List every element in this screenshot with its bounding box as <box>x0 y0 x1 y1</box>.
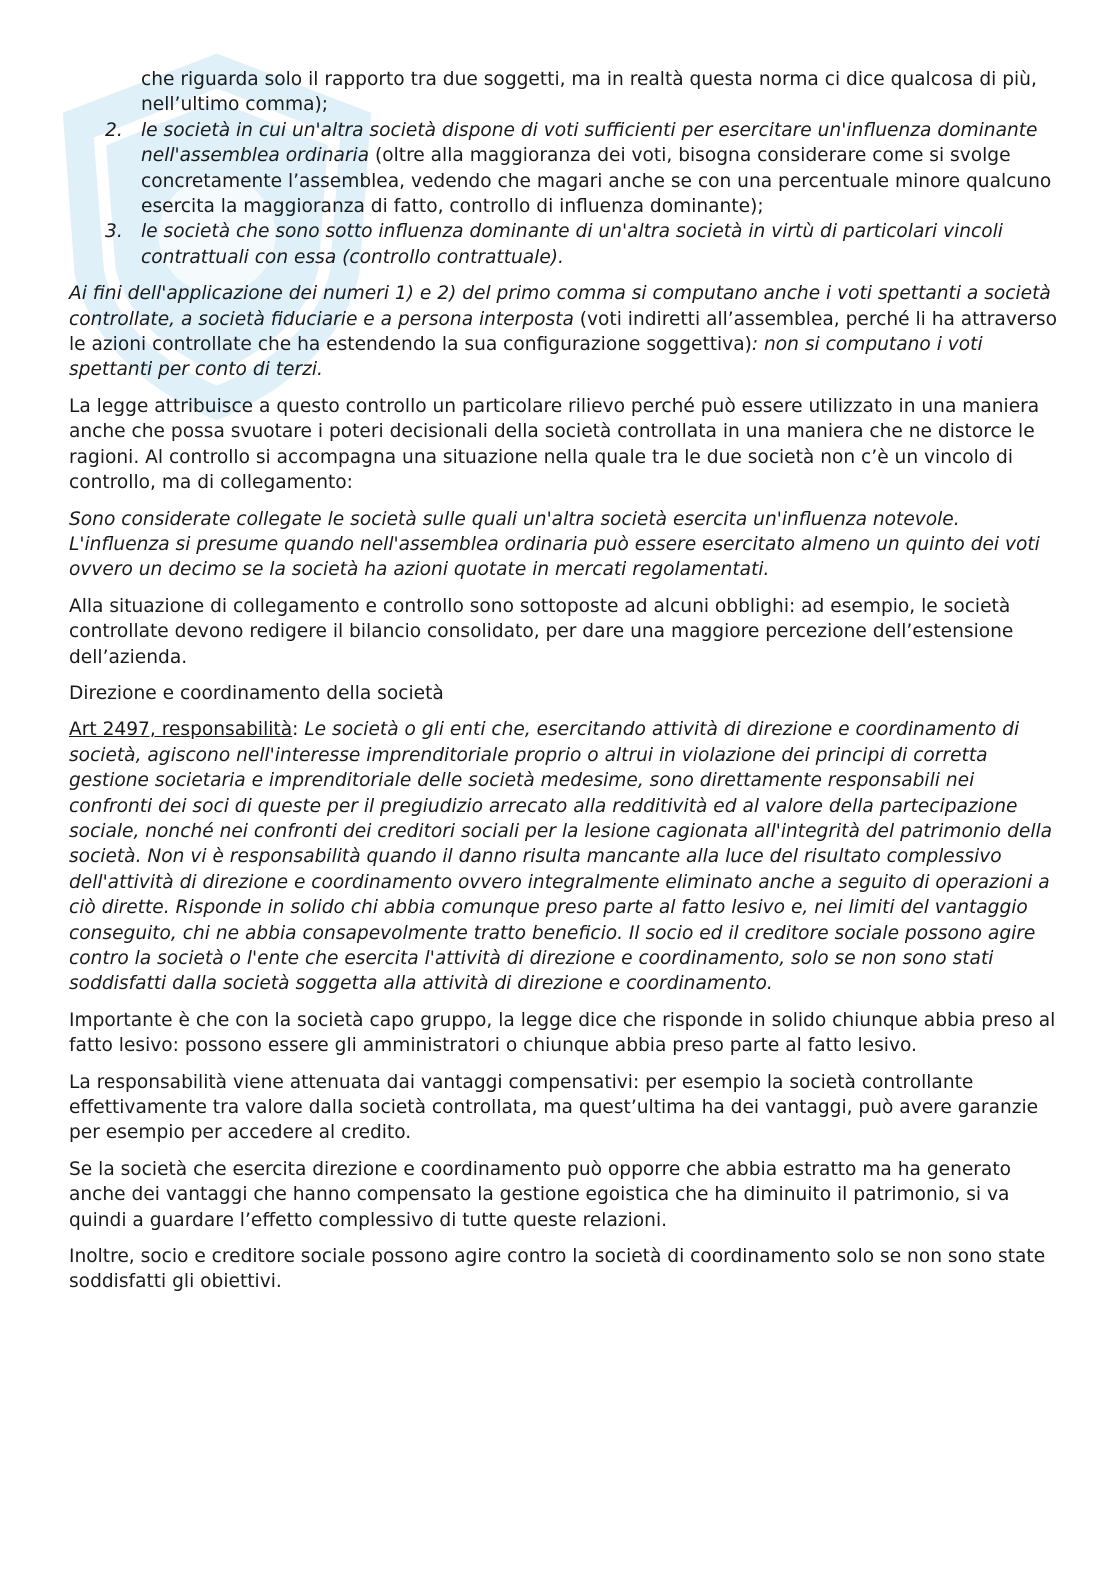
article-colon: : <box>292 719 305 741</box>
list-item-number: 2. <box>105 119 123 141</box>
paragraph-creditor-action: Inoltre, socio e creditore sociale possono agire contro la società di coordinamento solo se non sono state soddisfatti gli obiettivi. <box>69 1246 1046 1293</box>
paragraph-compensating-advantages: La responsabilità viene attenuata dai vantaggi compensativi: per esempio la società controllante effettivamente tra valore dalla società controllata, ma quest’ultima ha dei vantaggi, può avere garanzie per esempio per accedere al credito. <box>69 1071 1039 1144</box>
commentary-text: (voti indiretti all’assemblea, perché li ha attraverso le azioni controllate che ha estendendo la sua configurazione soggettiva) <box>69 308 1057 356</box>
list-item-text: (oltre alla maggioranza dei voti, bisogna considerare come si svolge concretamente l’assemblea, vedendo che magari anche se con una percentuale minore qualcuno esercita la maggioranza di fatto, controllo di influenza dominante); <box>141 145 1052 218</box>
quoted-text: Ai fini dell'applicazione dei numeri 1) e 2) del primo comma si computano anche i voti spettanti a società controllate, a società fiduciarie e a persona interposta <box>69 283 1051 330</box>
list-item-3 <box>69 219 1059 270</box>
list-item-text: che riguarda solo il rapporto tra due soggetti, ma in realtà questa norma ci dice qualcosa di più, nell’ultimo comma); <box>141 69 1037 116</box>
numbered-list <box>69 67 1059 270</box>
quoted-text: : non si computano i voti spettanti per conto di terzi. <box>69 334 983 381</box>
paragraph-art-2497 <box>69 717 1059 996</box>
list-item-italic-text: le società in cui un'altra società dispone di voti sufficienti per esercitare un'influenza dominante nell'assemblea ordinaria <box>141 119 1038 167</box>
article-reference: Art 2497, responsabilità <box>69 719 293 741</box>
document-content <box>69 67 1059 1306</box>
section-heading: Direzione e coordinamento della società <box>69 682 444 704</box>
paragraph-computation-votes <box>69 281 1059 383</box>
list-item-italic-text: le società che sono sotto influenza dominante di un'altra società in virtù di particolari vincoli contrattuali con essa (controllo contrattuale). <box>141 221 1003 268</box>
list-item-number: 3. <box>105 221 123 243</box>
paragraph-parent-company: Importante è che con la società capo gruppo, la legge dice che risponde in solido chiunque abbia preso al fatto lesivo: possono essere gli amministratori o chiunque abbia preso parte al fatto lesivo. <box>69 1009 1056 1057</box>
paragraph-connected-companies: Sono considerate collegate le società sulle quali un'altra società esercita un'influenza notevole. L'influenza si presume quando nell'assemblea ordinaria può essere esercitato almeno un quinto dei voti ovvero un decimo se la società ha azioni quotate in mercati regolamentati. <box>69 508 1040 581</box>
list-item-2 <box>69 118 1059 220</box>
list-item-1-continuation <box>69 67 1059 118</box>
paragraph-control-relevance: La legge attribuisce a questo controllo un particolare rilievo perché può essere utilizzato in una maniera anche che possa svuotare i poteri decisionali della società controllata in una maniera che ne distorce le ragioni. Al controllo si accompagna una situazione nella quale tra le due società non c’è un vincolo di controllo, ma di collegamento: <box>69 395 1040 494</box>
paragraph-overall-effect: Se la società che esercita direzione e coordinamento può opporre che abbia estratto ma ha generato anche dei vantaggi che hanno compensato la gestione egoistica che ha diminuito il patrimonio, si va quindi a guardare l’effetto complessivo di tutte queste relazioni. <box>69 1158 1011 1231</box>
article-text: Le società o gli enti che, esercitando attività di direzione e coordinamento di società, agiscono nell'interesse imprenditoriale proprio o altrui in violazione dei principi di corretta gestione societaria e imprenditoriale delle società medesime, sono direttamente responsabili nei confronti dei soci di queste per il pregiudizio arrecato alla redditività ed al valore della partecipazione sociale, nonché nei confronti dei creditori sociali per la lesione cagionata all'integrità del patrimonio della società. Non vi è responsabilità quando il danno risulta mancante alla luce del risultato complessivo dell'attività di direzione e coordinamento ovvero integralmente eliminato anche a seguito di operazioni a ciò dirette. Risponde in solido chi abbia comunque preso parte al fatto lesivo e, nei limiti del vantaggio conseguito, chi ne abbia consapevolmente tratto beneficio. Il socio ed il creditore sociale possono agire contro la società o l'ente che esercita l'attività di direzione e coordinamento, solo se non sono stati soddisfatti dalla società soggetta alla attività di direzione e coordinamento. <box>69 719 1053 995</box>
paragraph-obligations: Alla situazione di collegamento e controllo sono sottoposte ad alcuni obblighi: ad esempio, le società controllate devono redigere il bilancio consolidato, per dare una maggiore percezione dell’estensione dell’azienda. <box>69 595 1014 668</box>
